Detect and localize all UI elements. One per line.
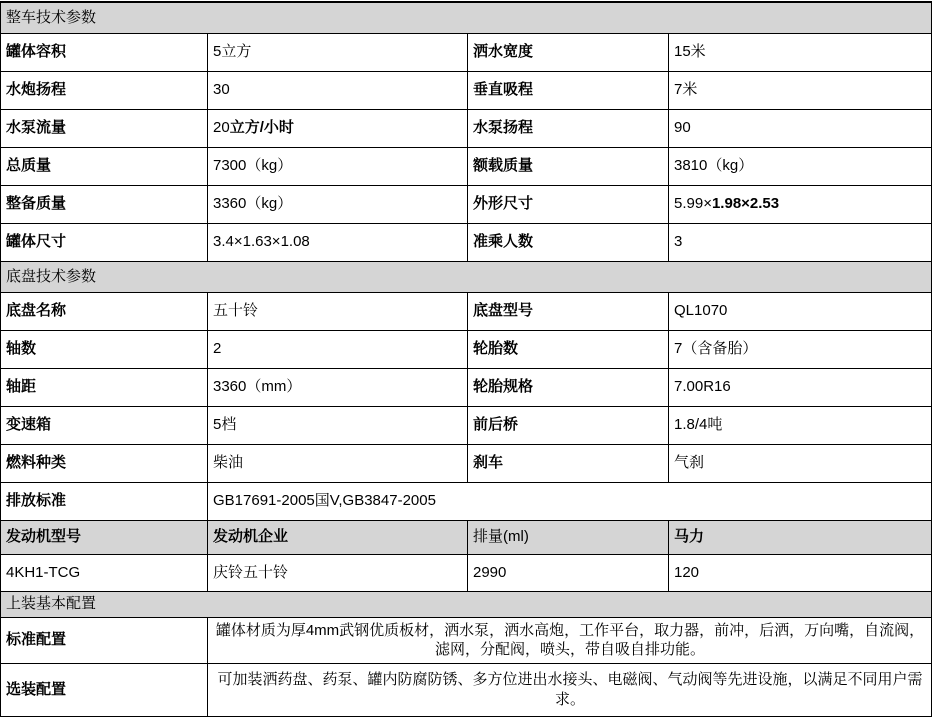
- section-header-vehicle: 整车技术参数: [1, 2, 932, 33]
- value-overall-dimensions-wh: 1.98×2.53: [711, 195, 780, 213]
- label-emission-standard: 排放标准: [1, 482, 208, 520]
- value-cannon-range: 30: [208, 71, 468, 109]
- value-overall-dimensions: [669, 185, 932, 223]
- value-gross-weight: 7300（kg）: [208, 147, 468, 185]
- label-tire-spec: 轮胎规格: [468, 368, 669, 406]
- engine-header-row: [1, 520, 932, 554]
- value-engine-model: 4KH1-TCG: [1, 554, 208, 591]
- table-row: [1, 482, 932, 520]
- section-row-vehicle: [1, 2, 932, 33]
- engine-value-row: [1, 554, 932, 591]
- value-chassis-model: QL1070: [669, 292, 932, 330]
- table-row: [1, 368, 932, 406]
- label-cannon-range: 水炮扬程: [1, 71, 208, 109]
- value-fuel-type: 柴油: [208, 444, 468, 482]
- table-row: [1, 292, 932, 330]
- header-engine-maker: 发动机企业: [208, 520, 468, 554]
- label-brake: 刹车: [468, 444, 669, 482]
- value-axle-count: 2: [208, 330, 468, 368]
- value-passenger-capacity: 3: [669, 223, 932, 261]
- label-pump-lift: 水泵扬程: [468, 109, 669, 147]
- value-tank-volume: 5立方: [208, 33, 468, 71]
- value-wheelbase: 3360（mm）: [208, 368, 468, 406]
- value-brake: 气刹: [669, 444, 932, 482]
- value-axles: 1.8/4吨: [669, 406, 932, 444]
- label-passenger-capacity: 准乘人数: [468, 223, 669, 261]
- table-row: [1, 663, 932, 716]
- label-axles: 前后桥: [468, 406, 669, 444]
- label-chassis-name: 底盘名称: [1, 292, 208, 330]
- value-vertical-suction: 7米: [669, 71, 932, 109]
- value-gearbox: 5档: [208, 406, 468, 444]
- label-vertical-suction: 垂直吸程: [468, 71, 669, 109]
- value-engine-horsepower: 120: [669, 554, 932, 591]
- label-wheelbase: 轴距: [1, 368, 208, 406]
- value-emission-standard: GB17691-2005国V,GB3847-2005: [208, 482, 932, 520]
- label-tank-volume: 罐体容积: [1, 33, 208, 71]
- table-row: [1, 71, 932, 109]
- label-chassis-model: 底盘型号: [468, 292, 669, 330]
- table-row: [1, 330, 932, 368]
- label-axle-count: 轴数: [1, 330, 208, 368]
- header-engine-displacement: 排量(ml): [468, 520, 669, 554]
- header-engine-model: 发动机型号: [1, 520, 208, 554]
- value-overall-dimensions-length: 5.99×: [674, 195, 712, 213]
- label-overall-dimensions: 外形尺寸: [468, 185, 669, 223]
- value-curb-weight: 3360（kg）: [208, 185, 468, 223]
- table-row: [1, 223, 932, 261]
- value-rated-load: 3810（kg）: [669, 147, 932, 185]
- value-pump-flow: [208, 109, 468, 147]
- label-gross-weight: 总质量: [1, 147, 208, 185]
- label-standard-config: 标准配置: [1, 617, 208, 663]
- value-pump-lift: 90: [669, 109, 932, 147]
- spec-table: [0, 1, 932, 717]
- section-header-chassis: 底盘技术参数: [1, 261, 932, 292]
- table-row: [1, 444, 932, 482]
- value-pump-flow-unit: 立方/小时: [229, 119, 294, 137]
- section-header-body-config: 上装基本配置: [1, 591, 932, 617]
- value-water-width: 15米: [669, 33, 932, 71]
- value-tire-spec: 7.00R16: [669, 368, 932, 406]
- label-rated-load: 额载质量: [468, 147, 669, 185]
- value-chassis-name: 五十铃: [208, 292, 468, 330]
- value-tank-dimensions: 3.4×1.63×1.08: [208, 223, 468, 261]
- value-pump-flow-number: 20: [213, 119, 230, 137]
- label-optional-config: 选装配置: [1, 663, 208, 716]
- label-curb-weight: 整备质量: [1, 185, 208, 223]
- header-engine-horsepower: 马力: [669, 520, 932, 554]
- table-row: [1, 185, 932, 223]
- table-row: [1, 406, 932, 444]
- table-row: [1, 617, 932, 663]
- label-fuel-type: 燃料种类: [1, 444, 208, 482]
- value-engine-maker: 庆铃五十铃: [208, 554, 468, 591]
- label-pump-flow: 水泵流量: [1, 109, 208, 147]
- table-row: [1, 33, 932, 71]
- label-water-width: 洒水宽度: [468, 33, 669, 71]
- value-optional-config: 可加装洒药盘、药泵、罐内防腐防锈、多方位进出水接头、电磁阀、气动阀等先进设施，以满足不同用户需求。: [208, 663, 932, 716]
- value-standard-config: 罐体材质为厚4mm武钢优质板材，洒水泵，洒水高炮，工作平台，取力器，前冲，后洒，万向嘴，自流阀，滤网，分配阀，喷头，带自吸自排功能。: [208, 617, 932, 663]
- section-row-body-config: [1, 591, 932, 617]
- section-row-chassis: [1, 261, 932, 292]
- value-tire-count: 7（含备胎）: [669, 330, 932, 368]
- label-gearbox: 变速箱: [1, 406, 208, 444]
- label-tank-dimensions: 罐体尺寸: [1, 223, 208, 261]
- label-tire-count: 轮胎数: [468, 330, 669, 368]
- value-engine-displacement: 2990: [468, 554, 669, 591]
- table-row: [1, 109, 932, 147]
- table-row: [1, 147, 932, 185]
